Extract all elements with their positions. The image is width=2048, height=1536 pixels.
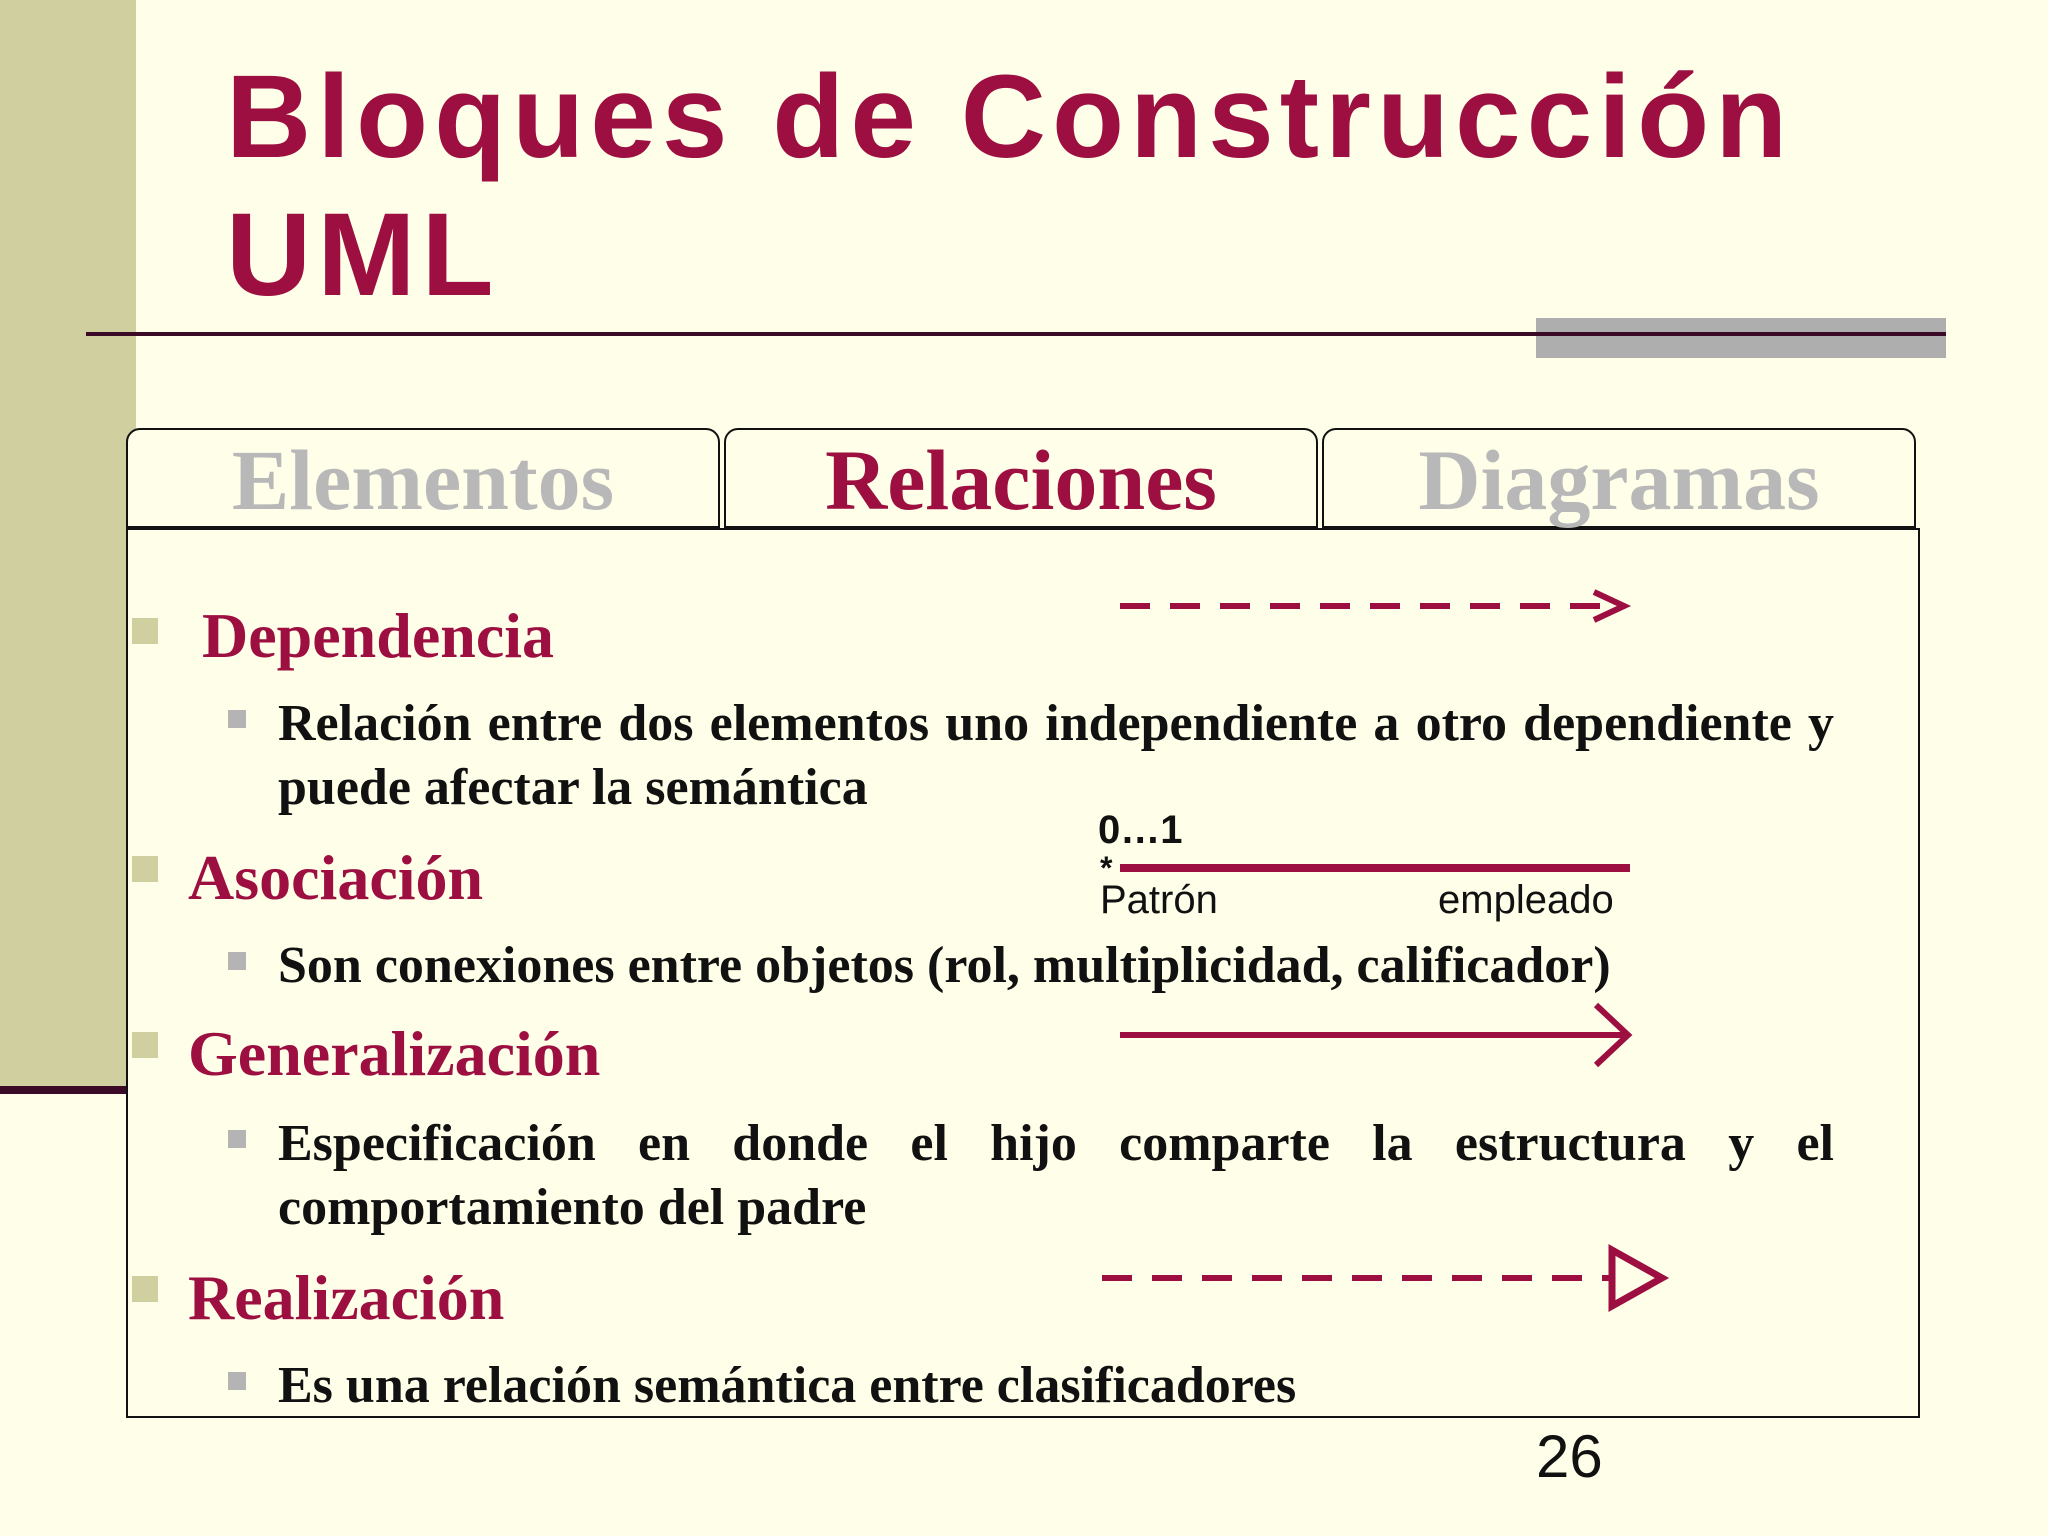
heading-asociacion: Asociación: [188, 842, 484, 913]
dependency-arrow-icon: [1116, 586, 1636, 626]
tab-diagramas[interactable]: Diagramas: [1322, 428, 1916, 528]
sub-bullet-marker: [228, 710, 246, 728]
sub-bullet-marker: [228, 1130, 246, 1148]
slide-title: Bloques de Construcción UML: [226, 51, 1794, 321]
bullet-marker: [132, 856, 158, 882]
description-realizacion: Es una relación semántica entre clasificadores: [278, 1357, 1297, 1414]
realization-arrow-icon: [1098, 1236, 1672, 1316]
description-asociacion: Son conexiones entre objetos (rol, multiplicidad, calificador): [278, 937, 1611, 994]
tab-elementos[interactable]: Elementos: [126, 428, 720, 528]
generalization-arrow-icon: [1116, 1000, 1636, 1070]
heading-generalizacion: Generalización: [188, 1018, 601, 1089]
bullet-marker: [132, 1276, 158, 1302]
bullet-marker: [132, 1032, 158, 1058]
sidebar-accent: [0, 0, 136, 1086]
description-dependencia: Relación entre dos elementos uno independiente a otro dependiente y puede afectar la semántica: [278, 695, 1834, 816]
heading-dependencia: Dependencia: [202, 600, 554, 671]
association-line-icon: [1116, 858, 1636, 878]
heading-realizacion: Realización: [188, 1262, 505, 1333]
description-generalizacion: Especificación en donde el hijo comparte la estructura y el comportamiento del padre: [278, 1115, 1834, 1236]
title-divider-accent: [1536, 318, 1946, 358]
multiplicity-label: 0…1: [1098, 808, 1183, 852]
role-label-empleado: empleado: [1438, 878, 1614, 922]
multiplicity-star: *: [1100, 850, 1113, 886]
bullet-marker: [132, 618, 158, 644]
sidebar-rule: [0, 1086, 136, 1094]
sub-bullet-marker: [228, 952, 246, 970]
tab-relaciones[interactable]: Relaciones: [724, 428, 1318, 528]
role-label-patron: Patrón: [1100, 878, 1218, 922]
sub-bullet-marker: [228, 1372, 246, 1390]
page-number: 26: [1536, 1423, 1603, 1490]
